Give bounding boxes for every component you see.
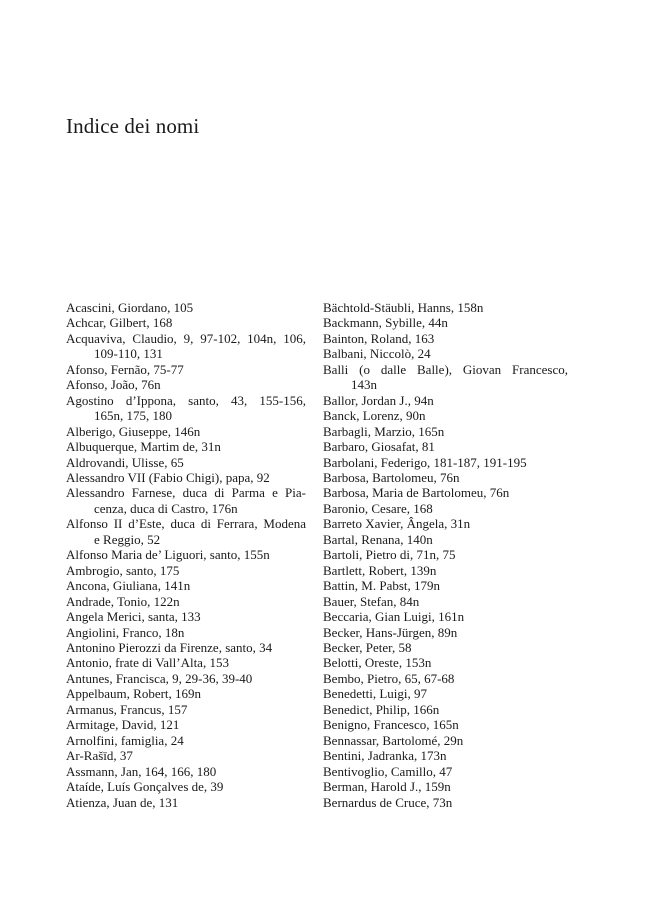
index-entry-text: Alessandro Farnese, duca di Parma e Pia-	[66, 485, 306, 501]
index-entry	[323, 532, 568, 547]
index-entry	[323, 779, 568, 794]
index-entry-text: Atienza, Juan de, 131	[66, 794, 179, 810]
index-entry-text: Bartoli, Pietro di, 71n, 75	[323, 547, 456, 563]
index-entry	[323, 300, 568, 315]
index-entry-text: Benedetti, Luigi, 97	[323, 686, 427, 702]
index-entry	[323, 795, 568, 810]
index-entry-text: Berman, Harold J., 159n	[323, 779, 451, 795]
index-entry	[66, 470, 306, 485]
index-entry-text: Afonso, João, 76n	[66, 377, 161, 393]
index-entry	[323, 470, 568, 485]
index-entry	[323, 748, 568, 763]
index-entry-text: Banck, Lorenz, 90n	[323, 408, 426, 424]
index-entry	[66, 315, 306, 330]
index-entry	[323, 547, 568, 562]
index-entry	[323, 578, 568, 593]
index-entry	[323, 625, 568, 640]
index-entry	[66, 516, 306, 547]
index-entry-text: Bentivoglio, Camillo, 47	[323, 763, 453, 779]
index-entry-text: Bartlett, Robert, 139n	[323, 562, 437, 578]
index-entry-text: Barbosa, Maria de Bartolomeu, 76n	[323, 485, 510, 501]
index-entry	[66, 362, 306, 377]
index-column-right	[323, 300, 568, 810]
index-entry	[66, 439, 306, 454]
index-entry-text: Alberigo, Giuseppe, 146n	[66, 423, 201, 439]
index-entry-text: Benedict, Philip, 166n	[323, 701, 440, 717]
index-entry-text: Backmann, Sybille, 44n	[323, 315, 448, 331]
index-entry-text: Barbaro, Giosafat, 81	[323, 439, 435, 455]
index-entry-continuation: 165n, 175, 180	[94, 408, 172, 424]
index-entry-text: Benigno, Francesco, 165n	[323, 717, 459, 733]
index-entry	[66, 424, 306, 439]
index-entry-text: Armitage, David, 121	[66, 717, 180, 733]
index-entry	[323, 455, 568, 470]
index-column-left	[66, 300, 306, 810]
index-entry	[66, 686, 306, 701]
index-entry	[323, 362, 568, 393]
index-entry	[323, 439, 568, 454]
index-entry-text: Barbosa, Bartolomeu, 76n	[323, 469, 460, 485]
index-entry	[66, 594, 306, 609]
index-entry-text: Bainton, Roland, 163	[323, 330, 435, 346]
index-entry-text: Bartal, Renana, 140n	[323, 531, 433, 547]
index-entry-text: Antonino Pierozzi da Firenze, santo, 34	[66, 639, 273, 655]
index-entry	[323, 516, 568, 531]
page-title: Indice dei nomi	[66, 114, 200, 138]
index-entry-text: Assmann, Jan, 164, 166, 180	[66, 763, 217, 779]
index-entry-text: Agostino d’Ippona, santo, 43, 155-156,	[66, 392, 306, 408]
index-entry	[66, 640, 306, 655]
index-entry-continuation: e Reggio, 52	[94, 531, 161, 547]
index-entry-continuation: cenza, duca di Castro, 176n	[94, 500, 238, 516]
index-entry	[66, 578, 306, 593]
index-entry-text: Angela Merici, santa, 133	[66, 609, 201, 625]
index-entry-text: Antonio, frate di Vall’Alta, 153	[66, 655, 229, 671]
index-entry-text: Barreto Xavier, Ângela, 31n	[323, 516, 471, 532]
index-entry	[66, 563, 306, 578]
index-entry	[66, 733, 306, 748]
index-entry	[66, 455, 306, 470]
index-entry-text: Balli (o dalle Balle), Giovan Francesco,	[323, 361, 568, 377]
index-entry	[66, 764, 306, 779]
index-entry-text: Appelbaum, Robert, 169n	[66, 686, 202, 702]
index-entry-text: Alessandro VII (Fabio Chigi), papa, 92	[66, 469, 270, 485]
index-entry-text: Belotti, Oreste, 153n	[323, 655, 432, 671]
index-entry	[323, 393, 568, 408]
index-entry-text: Angiolini, Franco, 18n	[66, 624, 185, 640]
index-entry-text: Ar-Rašīd, 37	[66, 748, 133, 764]
index-entry	[66, 377, 306, 392]
index-entry-text: Bentini, Jadranka, 173n	[323, 748, 447, 764]
index-entry-text: Barbolani, Federigo, 181-187, 191-195	[323, 454, 527, 470]
index-entry-text: Becker, Hans-Jürgen, 89n	[323, 624, 458, 640]
index-entry	[66, 717, 306, 732]
index-entry	[323, 315, 568, 330]
index-entry-text: Armanus, Francus, 157	[66, 701, 188, 717]
index-entry	[66, 547, 306, 562]
index-entry-text: Ballor, Jordan J., 94n	[323, 392, 434, 408]
index-entry	[66, 795, 306, 810]
index-entry-text: Alfonso II d’Este, duca di Ferrara, Modena	[66, 516, 306, 532]
index-entry-text: Bernardus de Cruce, 73n	[323, 794, 453, 810]
index-entry-text: Bembo, Pietro, 65, 67-68	[323, 670, 455, 686]
index-entry-text: Barbagli, Marzio, 165n	[323, 423, 445, 439]
index-entry	[66, 702, 306, 717]
index-entry-text: Beccaria, Gian Luigi, 161n	[323, 609, 465, 625]
index-entry	[323, 655, 568, 670]
index-entry	[66, 748, 306, 763]
index-entry-text: Achcar, Gilbert, 168	[66, 315, 173, 331]
index-entry	[323, 733, 568, 748]
index-entry-text: Bennassar, Bartolomé, 29n	[323, 732, 464, 748]
index-entry	[323, 671, 568, 686]
index-entry-text: Albuquerque, Martim de, 31n	[66, 439, 221, 455]
index-entry	[323, 686, 568, 701]
index-entry-text: Andrade, Tonio, 122n	[66, 593, 180, 609]
index-entry-text: Acquaviva, Claudio, 9, 97-102, 104n, 106,	[66, 330, 306, 346]
index-entry-continuation: 143n	[351, 377, 377, 393]
index-entry	[323, 640, 568, 655]
index-entry	[323, 609, 568, 624]
index-entry	[66, 671, 306, 686]
index-entry	[323, 764, 568, 779]
index-entry	[66, 625, 306, 640]
index-entry-text: Balbani, Niccolò, 24	[323, 346, 431, 362]
index-entry-text: Aldrovandi, Ulisse, 65	[66, 454, 184, 470]
index-entry-continuation: 109-110, 131	[94, 346, 163, 362]
index-entry-text: Arnolfini, famiglia, 24	[66, 732, 184, 748]
index-entry-text: Battin, M. Pabst, 179n	[323, 578, 441, 594]
index-entry-text: Becker, Peter, 58	[323, 639, 412, 655]
index-entry-text: Antunes, Francisca, 9, 29-36, 39-40	[66, 670, 253, 686]
index-entry	[323, 424, 568, 439]
index-entry	[66, 485, 306, 516]
index-entry	[323, 501, 568, 516]
index-entry-text: Ancona, Giuliana, 141n	[66, 578, 191, 594]
index-entry	[66, 393, 306, 424]
index-entry-text: Bächtold-Stäubli, Hanns, 158n	[323, 300, 484, 315]
index-entry	[323, 717, 568, 732]
index-entry	[66, 655, 306, 670]
index-entry-text: Acascini, Giordano, 105	[66, 300, 194, 315]
index-entry-text: Ataíde, Luís Gonçalves de, 39	[66, 779, 224, 795]
index-entry	[323, 485, 568, 500]
index-entry	[323, 563, 568, 578]
index-entry	[66, 300, 306, 315]
index-entry	[323, 331, 568, 346]
index-entry	[323, 594, 568, 609]
index-entry	[66, 779, 306, 794]
index-entry-text: Ambrogio, santo, 175	[66, 562, 180, 578]
index-entry-text: Alfonso Maria de’ Liguori, santo, 155n	[66, 547, 270, 563]
index-entry	[323, 408, 568, 423]
index-entry	[66, 609, 306, 624]
index-entry-text: Bauer, Stefan, 84n	[323, 593, 420, 609]
index-entry	[66, 331, 306, 362]
index-entry-text: Baronio, Cesare, 168	[323, 500, 433, 516]
index-entry-text: Afonso, Fernão, 75-77	[66, 361, 184, 377]
index-entry	[323, 702, 568, 717]
index-entry	[323, 346, 568, 361]
